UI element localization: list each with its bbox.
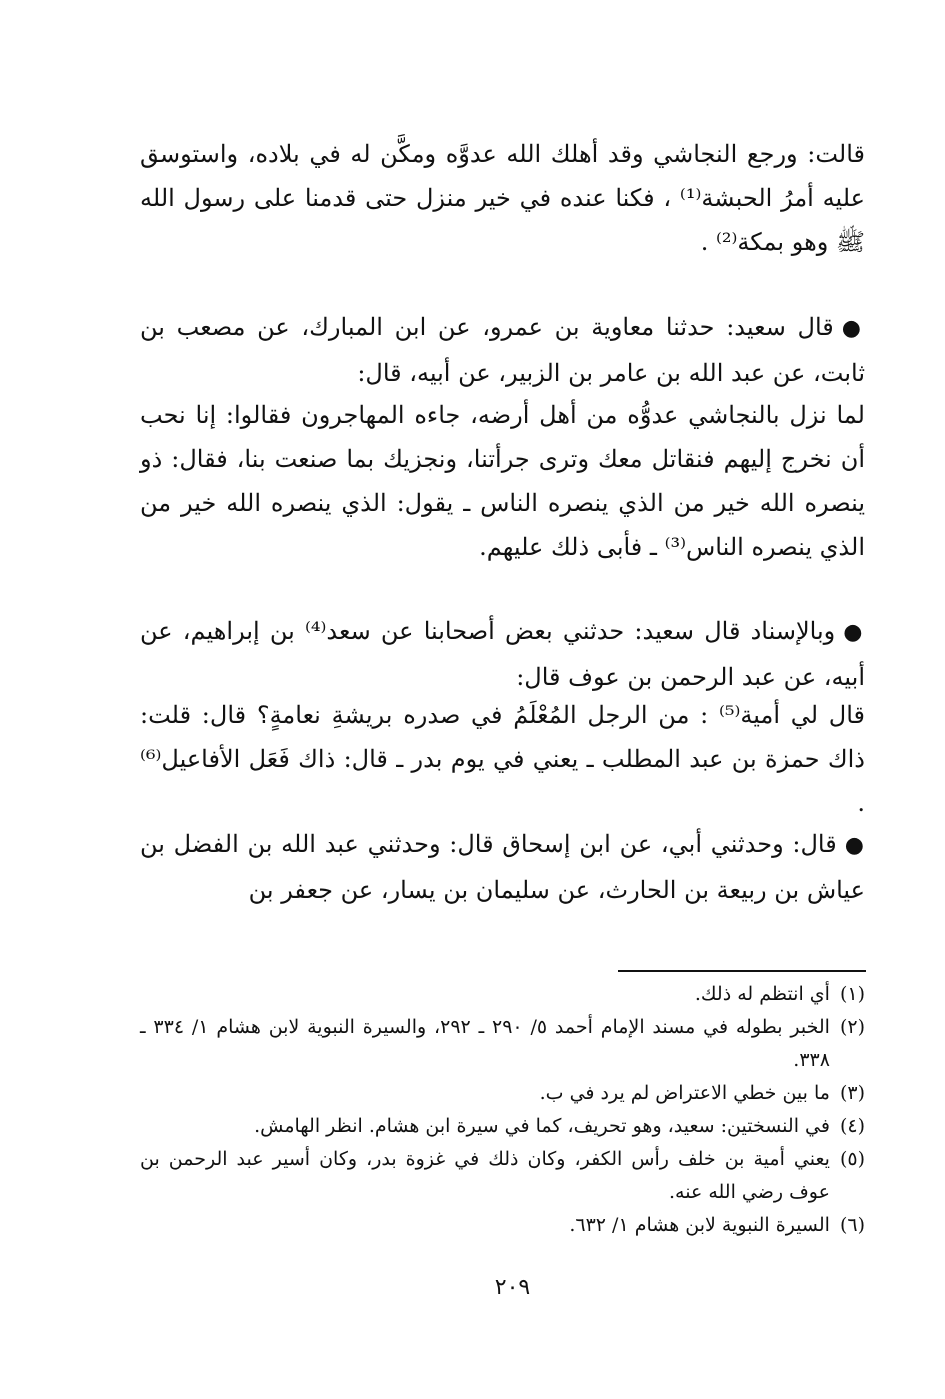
footnote-item xyxy=(140,978,865,1011)
paragraph-text: قالت: ورجع النجاشي وقد أهلك الله عدوَّه ومكَّن له في بلاده، واستوسق عليه أمرُ الحبشة⁽¹⁾ ، فكنا عنده في خير منزل حتى قدمنا على رسول الله ﷺ وهو بمكة⁽²⁾ . xyxy=(140,140,865,256)
footnote-text: السيرة النبوية لابن هشام ١/ ٦٣٢. xyxy=(569,1214,830,1236)
footnote-number: (٣) xyxy=(839,1082,865,1104)
paragraph-5 xyxy=(140,693,865,825)
paragraph-3 xyxy=(140,393,865,569)
footnote-number: (٤) xyxy=(839,1115,865,1137)
footnote-item xyxy=(140,1110,865,1143)
paragraph-text: قال لي أمية⁽⁵⁾ : من الرجل المُعْلَمُ في صدره بريشةِ نعامةٍ؟ قال: قلت: ذاك حمزة بن عبد المطلب ـ يعني في يوم بدر ـ قال: ذاك فَعَل الأفاعيل⁽⁶⁾ . xyxy=(140,701,866,817)
footnote-text: ما بين خطي الاعتراض لم يرد في ب. xyxy=(539,1082,830,1104)
footnote-item xyxy=(140,1077,865,1110)
paragraph-4 xyxy=(140,609,865,699)
bullet-icon: ● xyxy=(841,316,865,341)
footnote-item xyxy=(140,1011,865,1077)
footnote-number: (٢) xyxy=(839,1016,865,1038)
footnote-item xyxy=(140,1209,865,1242)
footnote-text: الخبر بطوله في مسند الإمام أحمد ٥/ ٢٩٠ ـ ٢٩٢، والسيرة النبوية لابن هشام ١/ ٣٣٤ ـ ٣٣٨. xyxy=(140,1016,830,1071)
footnote-separator xyxy=(618,970,866,972)
footnote-number: (١) xyxy=(839,983,865,1005)
footnote-text: في النسختين: سعيد، وهو تحريف، كما في سيرة ابن هشام. انظر الهامش. xyxy=(254,1115,830,1137)
footnote-item xyxy=(140,1143,865,1209)
paragraph-text: قال: وحدثني أبي، عن ابن إسحاق قال: وحدثني عبد الله بن الفضل بن عياش بن ربيعة بن الحارث، عن سليمان بن يسار، عن جعفر بن xyxy=(140,830,865,904)
paragraph-text: قال سعيد: حدثنا معاوية بن عمرو، عن ابن المبارك، عن مصعب بن ثابت، عن عبد الله بن عامر بن الزبير، عن أبيه، قال: xyxy=(140,313,865,387)
footnotes xyxy=(140,978,865,1242)
footnote-number: (٥) xyxy=(839,1148,865,1170)
footnote-number: (٦) xyxy=(839,1214,865,1236)
page-number: ٢٠٩ xyxy=(494,1275,531,1300)
footnote-text: أي انتظم له ذلك. xyxy=(694,983,830,1005)
footnote-text: يعني أمية بن خلف رأس الكفر، وكان ذلك في غزوة بدر، وكان أسير عبد الرحمن بن عوف رضي الله عنه. xyxy=(140,1148,830,1203)
paragraph-2 xyxy=(140,305,865,395)
bullet-icon: ● xyxy=(844,833,865,858)
paragraph-6 xyxy=(140,822,865,912)
paragraph-1 xyxy=(140,132,865,264)
paragraph-text: لما نزل بالنجاشي عدوُّه من أهل أرضه، جاءه المهاجرون فقالوا: إنا نحب أن نخرج إليهم فنقاتل معك وترى جرأتنا، ونجزيك بما صنعت بنا، فقال: ذو ينصره الله خير من الذي ينصره الناس ـ يقول: الذي ينصره الله خير من الذي ينصره الناس⁽³⁾ ـ فأبى ذلك عليهم. xyxy=(140,401,865,561)
paragraph-text: وبالإسناد قال سعيد: حدثني بعض أصحابنا عن سعد⁽⁴⁾ بن إبراهيم، عن أبيه، عن عبد الرحمن بن عوف قال: xyxy=(140,617,865,691)
bullet-icon: ● xyxy=(843,620,865,645)
